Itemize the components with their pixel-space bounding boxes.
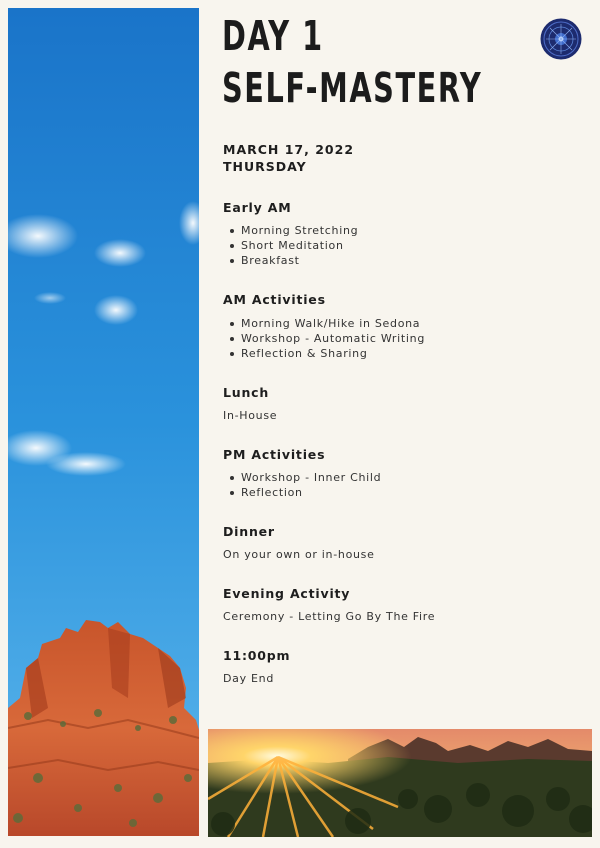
dinner-detail: On your own or in-house: [223, 548, 375, 561]
section-title-lunch: Lunch: [223, 385, 270, 400]
section-title-am-activities: AM Activities: [223, 292, 326, 307]
pm-activities-list: [230, 470, 381, 500]
event-weekday: THURSDAY: [223, 159, 307, 174]
am-activities-list: [230, 316, 425, 361]
section-title-end-time: 11:00pm: [223, 648, 291, 663]
section-title-evening-activity: Evening Activity: [223, 586, 351, 601]
list-item: Reflection: [230, 485, 381, 500]
rock-photo-illustration: [8, 8, 199, 836]
list-item: Workshop - Inner Child: [230, 470, 381, 485]
section-title-dinner: Dinner: [223, 524, 275, 539]
list-item: Breakfast: [230, 253, 358, 268]
title-line-theme: SELF-MASTERY: [222, 64, 483, 112]
page-title: [222, 10, 482, 114]
bottom-photo-sunset: [208, 729, 592, 837]
title-line-day: DAY 1: [222, 12, 324, 60]
list-item: Morning Stretching: [230, 223, 358, 238]
section-title-early-am: Early AM: [223, 200, 292, 215]
left-photo-sedona-rock: [8, 8, 199, 836]
sunset-photo-illustration: [208, 729, 592, 837]
section-title-pm-activities: PM Activities: [223, 447, 326, 462]
list-item: Workshop - Automatic Writing: [230, 331, 425, 346]
list-item: Morning Walk/Hike in Sedona: [230, 316, 425, 331]
list-item: Reflection & Sharing: [230, 346, 425, 361]
end-detail: Day End: [223, 672, 275, 685]
evening-detail: Ceremony - Letting Go By The Fire: [223, 610, 436, 623]
lunch-detail: In-House: [223, 409, 278, 422]
circular-emblem-icon: [540, 18, 582, 60]
list-item: Short Meditation: [230, 238, 358, 253]
date-block: [223, 141, 354, 175]
event-date: MARCH 17, 2022: [223, 142, 355, 157]
early-am-list: [230, 223, 358, 268]
